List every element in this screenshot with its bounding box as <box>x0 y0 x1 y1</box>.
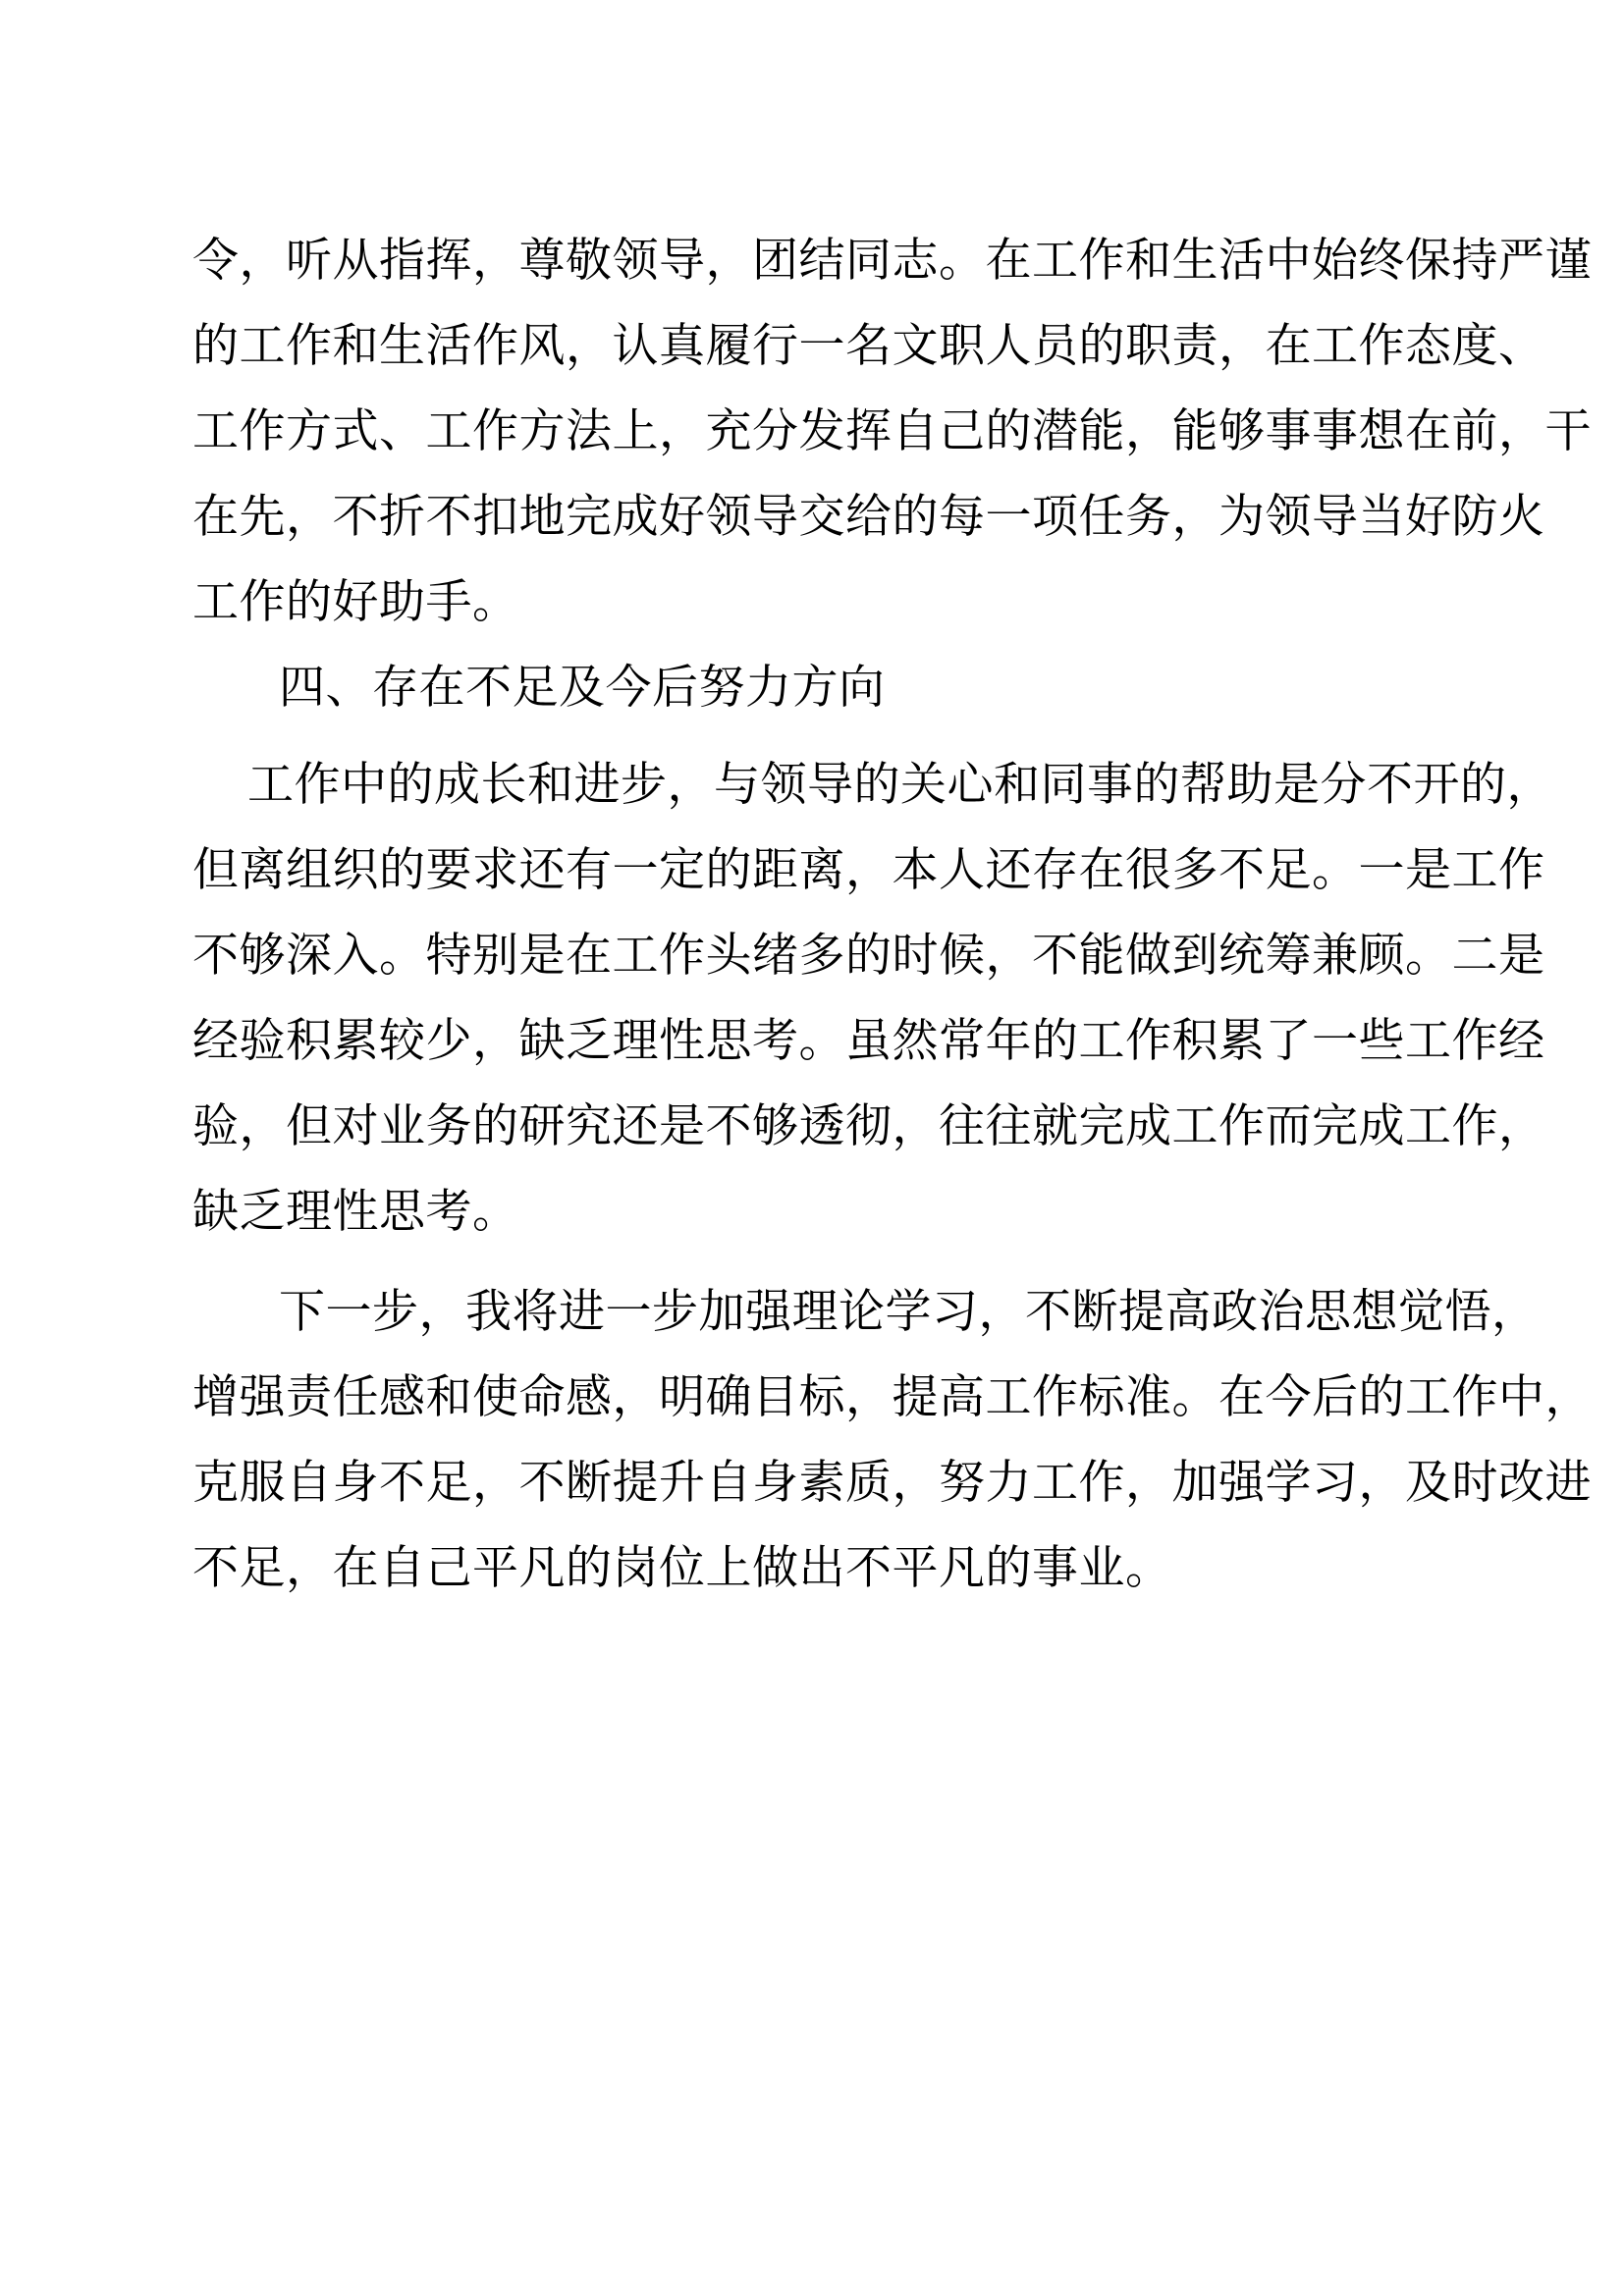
paragraph-3-line-1: 下一步，我将进一步加强理论学习，不断提高政治思想觉悟， <box>279 1285 1539 1339</box>
paragraph-1-line-1: 令，听从指挥，尊敬领导，团结同志。在工作和生活中始终保持严谨 <box>192 234 1592 288</box>
paragraph-1 <box>192 218 1592 645</box>
paragraph-2-line-1: 工作中的成长和进步，与领导的关心和同事的帮助是分不开的， <box>247 758 1553 812</box>
paragraph-2 <box>192 742 1553 1255</box>
paragraph-3 <box>192 1269 1592 1611</box>
paragraph-1-line-4: 在先，不折不扣地完成好领导交给的每一项任务，为领导当好防火 <box>192 490 1545 544</box>
paragraph-3-line-3: 克服自身不足，不断提升自身素质，努力工作，加强学习，及时改进 <box>192 1456 1592 1510</box>
paragraph-2-line-2: 但离组织的要求还有一定的距离，本人还存在很多不足。一是工作 <box>192 843 1545 897</box>
paragraph-1-line-5: 工作的好助手。 <box>192 575 519 629</box>
paragraph-3-line-4: 不足，在自己平凡的岗位上做出不平凡的事业。 <box>192 1541 1172 1595</box>
paragraph-1-line-3: 工作方式、工作方法上，充分发挥自己的潜能，能够事事想在前，干 <box>192 404 1592 458</box>
paragraph-1-line-2: 的工作和生活作风，认真履行一名文职人员的职责，在工作态度、 <box>192 319 1545 373</box>
paragraph-2-line-4: 经验积累较少，缺乏理性思考。虽然常年的工作积累了一些工作经 <box>192 1014 1545 1068</box>
paragraph-2-line-6: 缺乏理性思考。 <box>192 1185 519 1239</box>
paragraph-2-line-3: 不够深入。特别是在工作头绪多的时候，不能做到统筹兼顾。二是 <box>192 929 1545 983</box>
paragraph-2-line-5: 验，但对业务的研究还是不够透彻，往往就完成工作而完成工作， <box>192 1099 1545 1153</box>
paragraph-3-line-2: 增强责任感和使命感，明确目标，提高工作标准。在今后的工作中， <box>192 1370 1592 1424</box>
section-heading <box>279 645 1555 730</box>
section-heading-text: 四、存在不足及今后努力方向 <box>279 661 886 715</box>
